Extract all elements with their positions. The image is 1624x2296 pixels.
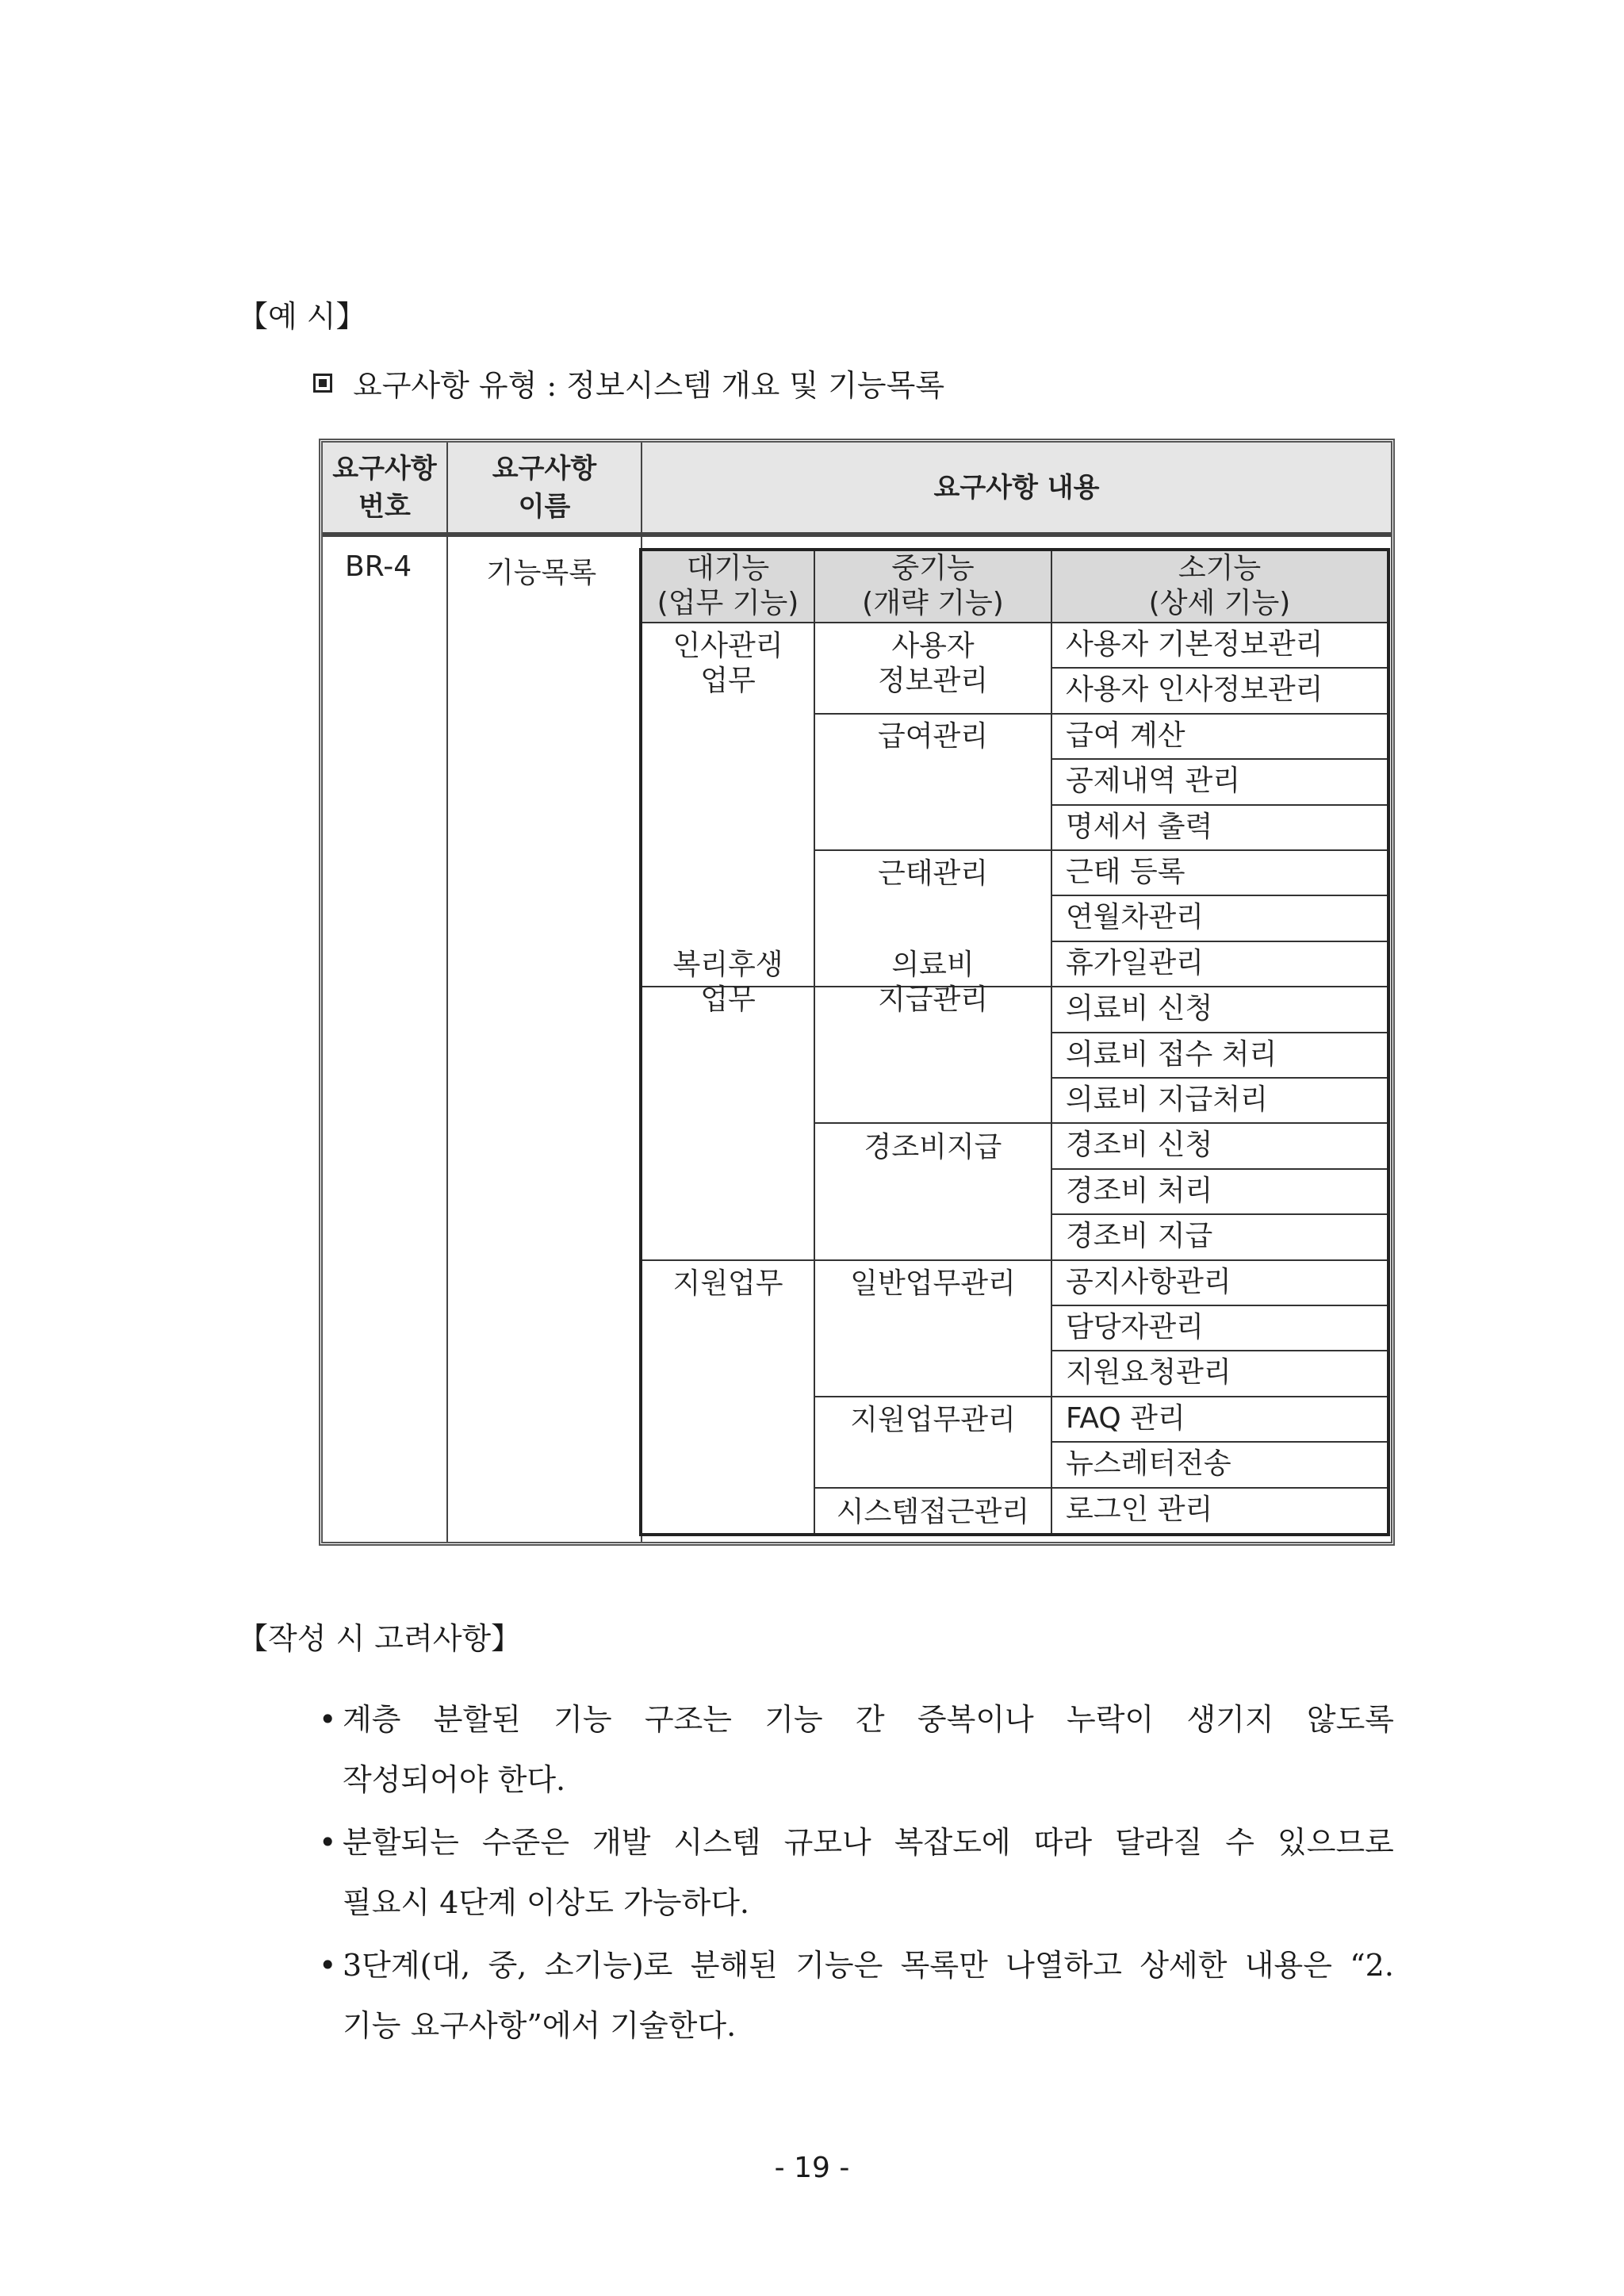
bullet-word: 복잡도에 — [894, 1825, 1011, 1860]
small-function-cell: FAQ 관리 — [1066, 1401, 1185, 1435]
bullet-word: 간 — [855, 1702, 885, 1737]
bullet-line-1 — [343, 1935, 1394, 1995]
row-divider — [1051, 713, 1387, 715]
header-req-content: 요구사항 내용 — [642, 443, 1391, 532]
bullet-word: 중복이나 — [917, 1702, 1034, 1737]
group-divider — [815, 1259, 1051, 1261]
small-function-cell: 명세서 출력 — [1066, 810, 1213, 843]
header-divider — [642, 622, 1387, 623]
bullet-line-1 — [343, 1812, 1394, 1872]
bullet-word: 수준은 — [481, 1825, 569, 1860]
medium-function-cell: 일반업무관리 — [850, 1267, 1016, 1300]
bullet-word: 달라질 — [1115, 1825, 1203, 1860]
small-function-cell: 의료비 지급처리 — [1066, 1083, 1268, 1116]
row-divider — [1051, 1213, 1387, 1215]
header-large-function: 대기능 (업무 기능) — [657, 552, 799, 619]
small-function-cell: 사용자 기본정보관리 — [1066, 628, 1323, 661]
row-divider — [1051, 1350, 1387, 1351]
small-function-cell: 공제내역 관리 — [1066, 765, 1241, 798]
bullet-word: 생기지 — [1186, 1702, 1274, 1737]
group-divider — [815, 1487, 1051, 1489]
example-heading: 【예 시】 — [238, 299, 366, 334]
bullet-dot-icon: • — [319, 1948, 337, 1983]
small-function-cell: 담당자관리 — [1066, 1311, 1204, 1343]
req-name-cell: 기능목록 — [486, 557, 597, 589]
medium-function-cell: 의료비 지급관리 — [877, 949, 989, 1016]
bullet-word: 내용은 — [1244, 1948, 1332, 1983]
bullet-word: 목록만 — [900, 1948, 988, 1983]
page-number: - 19 - — [774, 2152, 850, 2184]
large-function-cell: 지원업무 — [672, 1267, 783, 1300]
square-bullet-icon — [313, 374, 332, 393]
row-divider — [1051, 849, 1387, 851]
medium-function-cell: 지원업무관리 — [850, 1404, 1016, 1436]
bullet-word: 분할된 — [433, 1702, 521, 1737]
bullet-line-2: 필요시 4단계 이상도 가능하다. — [343, 1885, 749, 1920]
column-divider — [446, 443, 448, 1542]
bullet-word: 분할되는 — [343, 1825, 459, 1860]
row-divider — [1051, 1077, 1387, 1079]
row-divider — [1051, 1487, 1387, 1489]
bullet-dot-icon: • — [319, 1825, 337, 1860]
bullet-word: 3단계(대, — [343, 1948, 471, 1983]
row-divider — [1051, 1259, 1387, 1261]
req-number-cell: BR-4 — [345, 550, 412, 583]
requirement-type-line — [313, 361, 944, 404]
group-divider — [815, 1396, 1051, 1397]
row-divider — [1051, 1441, 1387, 1443]
small-function-cell: 의료비 접수 처리 — [1066, 1037, 1277, 1071]
medium-function-cell: 급여관리 — [877, 720, 989, 753]
bullet-dot-icon: • — [319, 1702, 337, 1737]
bullet-word: 시스템 — [673, 1825, 761, 1860]
large-function-cell: 복리후생 업무 — [672, 949, 783, 1016]
small-function-cell: 근태 등록 — [1066, 856, 1185, 888]
requirement-type-text: 요구사항 유형 : 정보시스템 개요 및 기능목록 — [353, 368, 945, 403]
bullet-word: 개발 — [592, 1825, 651, 1860]
medium-function-cell: 근태관리 — [877, 857, 989, 890]
row-divider — [1051, 1396, 1387, 1397]
group-divider — [815, 1122, 1051, 1124]
small-function-cell: 경조비 처리 — [1066, 1174, 1213, 1207]
group-divider — [815, 713, 1051, 715]
row-divider — [1051, 1122, 1387, 1124]
bullet-word: 있으므로 — [1277, 1825, 1394, 1860]
bullet-word: 기능은 — [795, 1948, 883, 1983]
bullet-line-2: 작성되어야 한다. — [343, 1762, 566, 1797]
bullet-word: 계층 — [343, 1702, 401, 1737]
row-divider — [1051, 1305, 1387, 1306]
bullet-word: 기능 — [553, 1702, 612, 1737]
small-function-cell: 연월차관리 — [1066, 901, 1204, 934]
function-list-table — [639, 548, 1390, 1536]
bullet-word: “2. — [1350, 1948, 1394, 1983]
bullet-word: 상세한 — [1139, 1948, 1228, 1983]
bullet-word: 않도록 — [1306, 1702, 1394, 1737]
small-function-cell: 의료비 신청 — [1066, 992, 1213, 1025]
row-divider — [1051, 804, 1387, 806]
row-divider — [1051, 1168, 1387, 1170]
header-req-number: 요구사항 번호 — [323, 443, 446, 532]
group-divider — [642, 1259, 815, 1261]
small-function-cell: 휴가일관리 — [1066, 946, 1204, 979]
medium-function-cell: 시스템접근관리 — [836, 1496, 1030, 1528]
row-divider — [1051, 941, 1387, 942]
row-divider — [1051, 1032, 1387, 1033]
header-small-function: 소기능 (상세 기능) — [1148, 552, 1291, 619]
row-divider — [1051, 986, 1387, 987]
small-function-cell: 경조비 신청 — [1066, 1129, 1213, 1162]
small-function-cell: 지원요청관리 — [1066, 1356, 1231, 1389]
row-divider — [1051, 667, 1387, 669]
bullet-word: 분해된 — [690, 1948, 778, 1983]
row-divider — [1051, 895, 1387, 896]
header-medium-function: 중기능 (개략 기능) — [862, 552, 1004, 619]
row-divider — [1051, 758, 1387, 760]
bullet-word: 중, — [488, 1948, 527, 1983]
bullet-word: 규모나 — [783, 1825, 871, 1860]
bullet-word: 누락이 — [1067, 1702, 1155, 1737]
column-divider — [1051, 551, 1052, 1533]
bullet-word: 수 — [1225, 1825, 1254, 1860]
bullet-word: 기능 — [764, 1702, 823, 1737]
small-function-cell: 공지사항관리 — [1066, 1265, 1231, 1298]
small-function-cell: 뉴스레터전송 — [1066, 1447, 1231, 1481]
bullet-line-1 — [343, 1689, 1394, 1750]
small-function-cell: 경조비 지급 — [1066, 1220, 1213, 1253]
considerations-heading: 【작성 시 고려사항】 — [238, 1621, 522, 1656]
medium-function-cell: 사용자 정보관리 — [877, 630, 989, 697]
header-divider — [323, 532, 1391, 537]
header-req-name: 요구사항 이름 — [448, 443, 641, 532]
bullet-word: 나열하고 — [1005, 1948, 1122, 1983]
group-divider — [815, 849, 1051, 851]
bullet-word: 소기능)로 — [544, 1948, 673, 1983]
bullet-word: 따라 — [1033, 1825, 1093, 1860]
medium-function-cell: 경조비지급 — [864, 1131, 1002, 1163]
bullet-line-2: 기능 요구사항”에서 기술한다. — [343, 2008, 737, 2043]
bullet-word: 구조는 — [644, 1702, 732, 1737]
small-function-cell: 사용자 인사정보관리 — [1066, 673, 1323, 707]
small-function-cell: 로그인 관리 — [1066, 1493, 1213, 1526]
small-function-cell: 급여 계산 — [1066, 719, 1185, 752]
large-function-cell: 인사관리 업무 — [672, 630, 783, 697]
